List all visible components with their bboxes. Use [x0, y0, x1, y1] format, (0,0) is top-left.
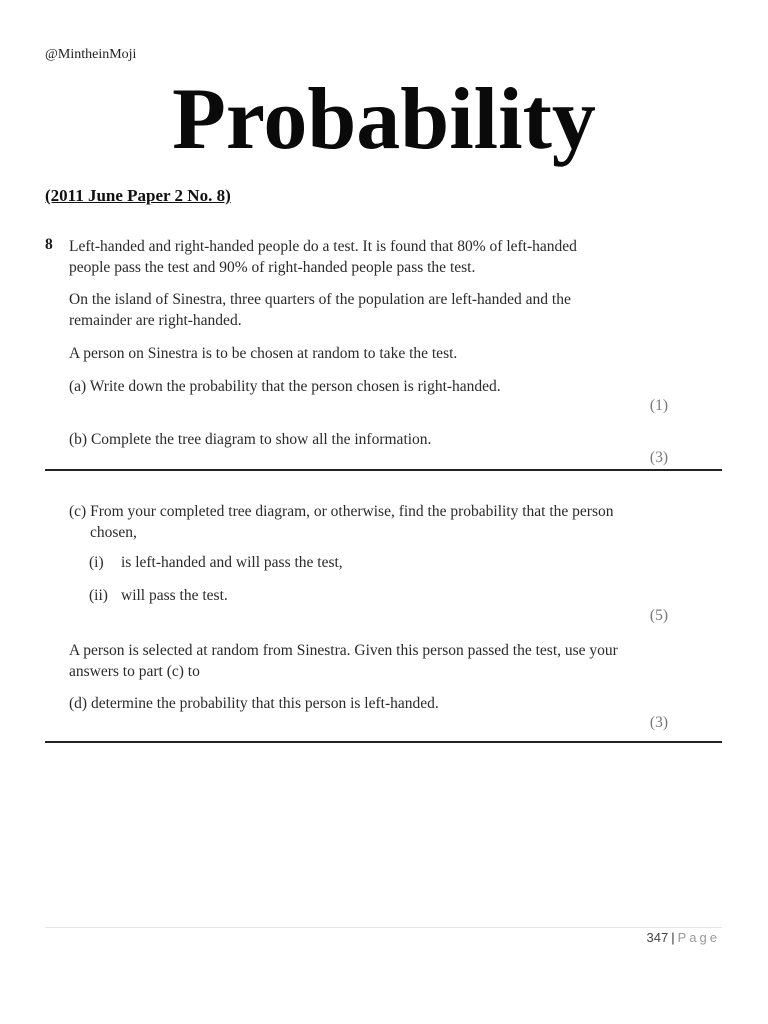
part-a-marks: (1) — [649, 397, 668, 414]
part-b-marks: (3) — [649, 449, 668, 466]
part-d-marks: (3) — [649, 714, 668, 731]
given-line: A person is selected at random from Sinestra. Given this person passed the test, use your — [69, 642, 618, 659]
footer-separator: | — [671, 930, 675, 945]
part-d-text: (d) determine the probability that this person is left-handed. — [69, 695, 439, 712]
given-statement — [69, 640, 689, 682]
section-divider — [45, 469, 722, 471]
given-line: answers to part (c) to — [69, 663, 200, 680]
island-info — [69, 289, 669, 331]
part-c-ii-text: will pass the test. — [121, 587, 228, 604]
chosen-statement: A person on Sinestra is to be chosen at random to take the test. — [69, 345, 458, 362]
part-c-text — [69, 501, 689, 543]
island-info-line: remainder are right-handed. — [69, 312, 242, 329]
question-intro-line: Left-handed and right-handed people do a test. It is found that 80% of left-handed — [69, 238, 577, 255]
author-handle: @MintheinMoji — [45, 47, 137, 62]
part-c-marks: (5) — [649, 607, 668, 624]
page-number: 347 — [646, 930, 669, 945]
part-a-text: (a) Write down the probability that the person chosen is right-handed. — [69, 378, 501, 395]
question-intro — [69, 236, 669, 278]
page-footer — [647, 930, 720, 945]
part-c-i-label: (i) — [89, 554, 104, 571]
part-c-ii-label: (ii) — [89, 587, 108, 604]
section-end-divider — [45, 741, 722, 743]
paper-source: (2011 June Paper 2 No. 8) — [45, 186, 231, 205]
part-c-line: (c) From your completed tree diagram, or otherwise, find the probability that the person — [69, 503, 614, 520]
footer-divider — [45, 927, 722, 928]
page-label: Page — [677, 930, 720, 945]
page-title: Probability — [172, 71, 596, 168]
question-number: 8 — [45, 236, 53, 253]
part-b-text: (b) Complete the tree diagram to show all the information. — [69, 431, 432, 448]
part-c-line: chosen, — [90, 524, 137, 541]
question-intro-line: people pass the test and 90% of right-handed people pass the test. — [69, 259, 476, 276]
part-c-i-text: is left-handed and will pass the test, — [121, 554, 343, 571]
island-info-line: On the island of Sinestra, three quarters of the population are left-handed and the — [69, 291, 571, 308]
